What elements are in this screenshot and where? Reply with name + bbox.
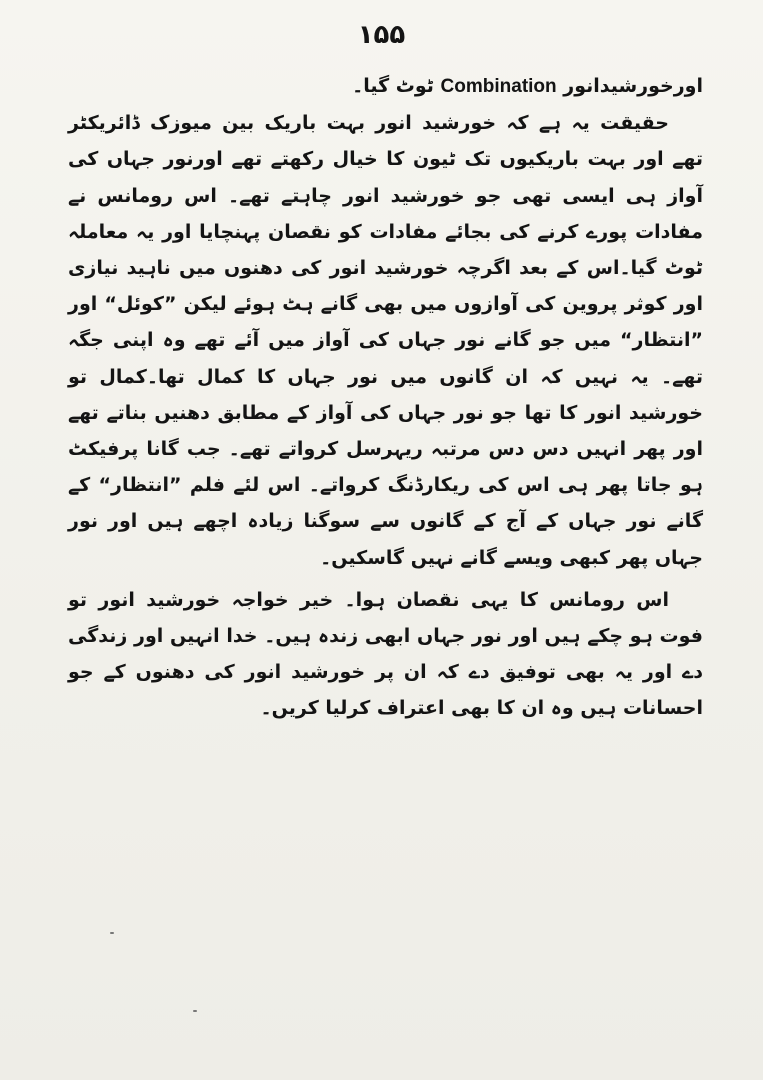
- combination-word: Combination: [440, 76, 557, 97]
- paragraph-1-start: اورخورشیدانور: [556, 75, 703, 97]
- paragraph-2: حقیقت یہ ہے کہ خورشید انور بہت باریک بین میوزک ڈائریکٹر تھے اور بہت باریکیوں تک ٹیون کا خیال رکھتے تھے اورنور جہاں کی آواز ہی ایسی تھی جو خورشید انور چاہتے تھے۔ اس رومانس نے مفادات پورے کرنے کی بجائے مفادات کو نقصان پہنچایا اور یہ معاملہ ٹوٹ گیا۔اس کے بعد اگرچہ خورشید انور کی دھنوں میں ناہید نیازی اور کوثر پروین کی آوازوں میں بھی گانے ہٹ ہوئے لیکن ”کوئل“ اور ”انتظار“ میں جو گانے نور جہاں کی آواز میں آئے تھے وہ اپنی جگہ تھے۔ یہ نہیں کہ ان گانوں میں نور جہاں کا کمال تھا۔کمال تو خورشید انور کا تھا جو نور جہاں کی آواز کے مطابق دھنیں بناتے تھے اور پھر انہیں دس دس مرتبہ ریہرسل کرواتے تھے۔ جب گانا پرفیکٹ ہو جاتا پھر ہی اس کی ریکارڈنگ کرواتے۔ اس لئے فلم ”انتظار“ کے گانے نور جہاں کے آج کے گانوں سے سوگنا زیادہ اچھے ہیں اور نور جہاں پھر کبھی ویسے گانے نہیں گاسکیں۔: [68, 112, 703, 569]
- paragraph-1-end: ٹوٹ گیا۔: [352, 75, 441, 97]
- paragraph-3: اس رومانس کا یہی نقصان ہوا۔ خیر خواجہ خورشید انور تو فوت ہو چکے ہیں اور نور جہاں ابھی زندہ ہیں۔ خدا انہیں اور زندگی دے اور یہ بھی توفیق دے کہ ان پر خورشید انور کی دھنوں کے جو احسانات ہیں وہ ان کا بھی اعتراف کرلیا کریں۔: [68, 588, 703, 720]
- page-body: [68, 68, 703, 727]
- page-number: ۱۵۵: [357, 20, 406, 50]
- scan-speck: [110, 932, 114, 934]
- paragraph-1: [68, 68, 703, 105]
- scan-speck: [193, 1010, 197, 1012]
